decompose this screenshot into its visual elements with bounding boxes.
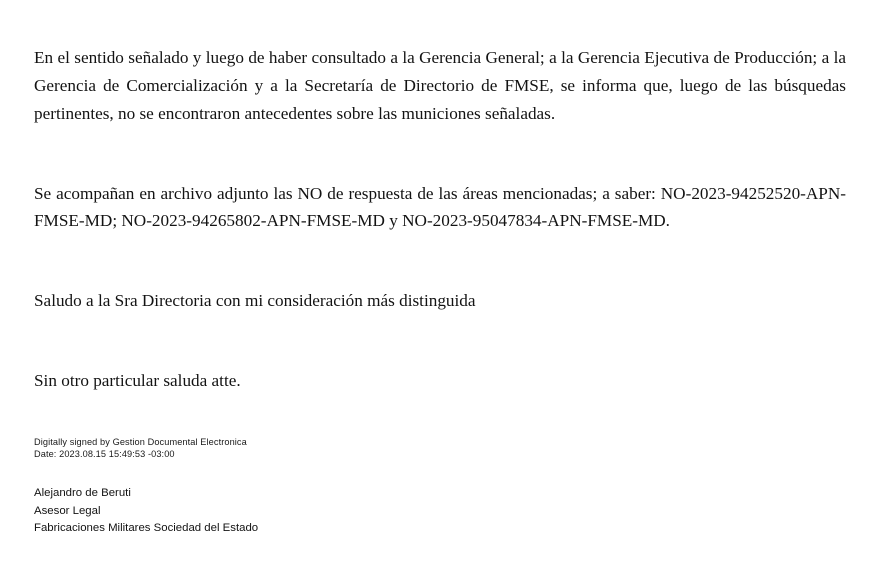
body-paragraph-4: Sin otro particular saluda atte. <box>34 371 241 391</box>
signature-block <box>34 437 554 538</box>
signatory-role: Asesor Legal <box>34 504 101 517</box>
digital-signature-signer: Digitally signed by Gestion Documental Electronica <box>34 437 247 448</box>
digital-signature-date: Date: 2023.08.15 15:49:53 -03:00 <box>34 449 175 460</box>
signatory-details <box>34 485 554 538</box>
body-paragraph-1: En el sentido señalado y luego de haber consultado a la Gerencia General; a la Gerencia Ejecutiva de Producción; a la Gerencia de Comercialización y a la Secretaría de Directorio de FMSE, se informa que, luego de las búsquedas pertinentes, no se encontraron antecedentes sobre las municiones señaladas. <box>34 48 846 123</box>
body-paragraph-3: Saludo a la Sra Directoria con mi consideración más distinguida <box>34 291 476 311</box>
signatory-name: Alejandro de Beruti <box>34 486 131 499</box>
body-paragraph-2: Se acompañan en archivo adjunto las NO de respuesta de las áreas mencionadas; a saber: NO-2023-94252520-APN-FMSE-MD; NO-2023-94265802-APN-FMSE-MD y NO-2023-95047834-APN-FMSE-MD. <box>34 183 846 231</box>
signatory-organization: Fabricaciones Militares Sociedad del Estado <box>34 522 259 535</box>
digital-signature-stamp <box>34 437 554 461</box>
